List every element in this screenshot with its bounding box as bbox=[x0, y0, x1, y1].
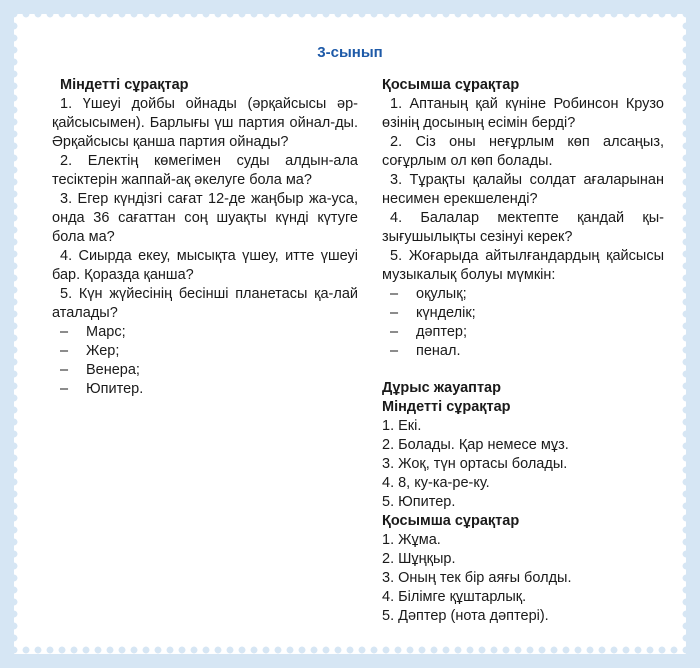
extra-question-4: 4. Балалар мектепте қандай қы-зығушылықты сезінуі керек? bbox=[382, 210, 664, 245]
extra-question-1: 1. Аптаның қай күніне Робинсон Крузо өзінің досының есімін берді? bbox=[382, 96, 664, 131]
answer-item: 1. Екі. bbox=[382, 418, 422, 434]
answers-mandatory-heading: Міндетті сұрақтар bbox=[382, 399, 511, 415]
page-title: 3-сынып bbox=[317, 44, 383, 61]
answer-item: 2. Болады. Қар немесе мұз. bbox=[382, 437, 569, 453]
answer-item: 5. Дәптер (нота дәптері). bbox=[382, 608, 549, 624]
extra-question-2: 2. Сіз оны неғұрлым көп алсаңыз, соғұрлым ол көп болады. bbox=[382, 134, 664, 169]
mandatory-heading: Міндетті сұрақтар bbox=[60, 77, 189, 93]
extra-question-5: 5. Жоғарыда айтылғандардың қайсысы музыкалық болуы мүмкін: bbox=[382, 248, 664, 283]
answer-item: 4. Білімге құштарлық. bbox=[382, 589, 527, 605]
option-item: – Жер; bbox=[60, 343, 120, 359]
right-column bbox=[382, 76, 664, 626]
answer-item: 3. Жоқ, түн ортасы болады. bbox=[382, 456, 568, 472]
option-item: – күнделік; bbox=[390, 305, 476, 321]
extra-heading: Қосымша сұрақтар bbox=[382, 77, 520, 93]
question-3: 3. Егер күндізгі сағат 12-де жаңбыр жа-уса, онда 36 сағаттан соң шуақты күнді күтуге бола ма? bbox=[52, 191, 358, 245]
question-1: 1. Үшеуі дойбы ойнады (әрқайсысы әр-қайсысымен). Барлығы үш партия ойнал-ды. Әрқайсысы қанша партия ойнады? bbox=[52, 96, 358, 150]
answer-item: 2. Шұңқыр. bbox=[382, 551, 456, 567]
question-4: 4. Сиырда екеу, мысықта үшеу, итте үшеуі бар. Қоразда қанша? bbox=[52, 248, 358, 283]
option-item: – Юпитер. bbox=[60, 381, 144, 397]
option-item: – оқулық; bbox=[390, 286, 467, 302]
question-2: 2. Електің көмегімен суды алдын-ала тесіктерін жаппай-ақ әкелуге бола ма? bbox=[52, 153, 358, 188]
answer-item: 3. Оның тек бір аяғы болды. bbox=[382, 570, 572, 586]
answer-item: 5. Юпитер. bbox=[382, 494, 456, 510]
answers-extra-heading: Қосымша сұрақтар bbox=[382, 513, 520, 529]
answer-item: 4. 8, ку-ка-ре-ку. bbox=[382, 475, 490, 491]
left-column bbox=[52, 76, 358, 399]
answers-heading: Дұрыс жауаптар bbox=[382, 380, 501, 396]
option-item: – Марс; bbox=[60, 324, 126, 340]
option-item: – пенал. bbox=[390, 343, 461, 359]
option-item: – Венера; bbox=[60, 362, 140, 378]
extra-question-3: 3. Тұрақты қалайы солдат ағаларынан несимен ерекшеленді? bbox=[382, 172, 664, 207]
question-5: 5. Күн жүйесінің бесінші планетасы қа-лай аталады? bbox=[52, 286, 358, 321]
answer-item: 1. Жұма. bbox=[382, 532, 441, 548]
option-item: – дәптер; bbox=[390, 324, 468, 340]
page-sheet bbox=[22, 22, 678, 646]
